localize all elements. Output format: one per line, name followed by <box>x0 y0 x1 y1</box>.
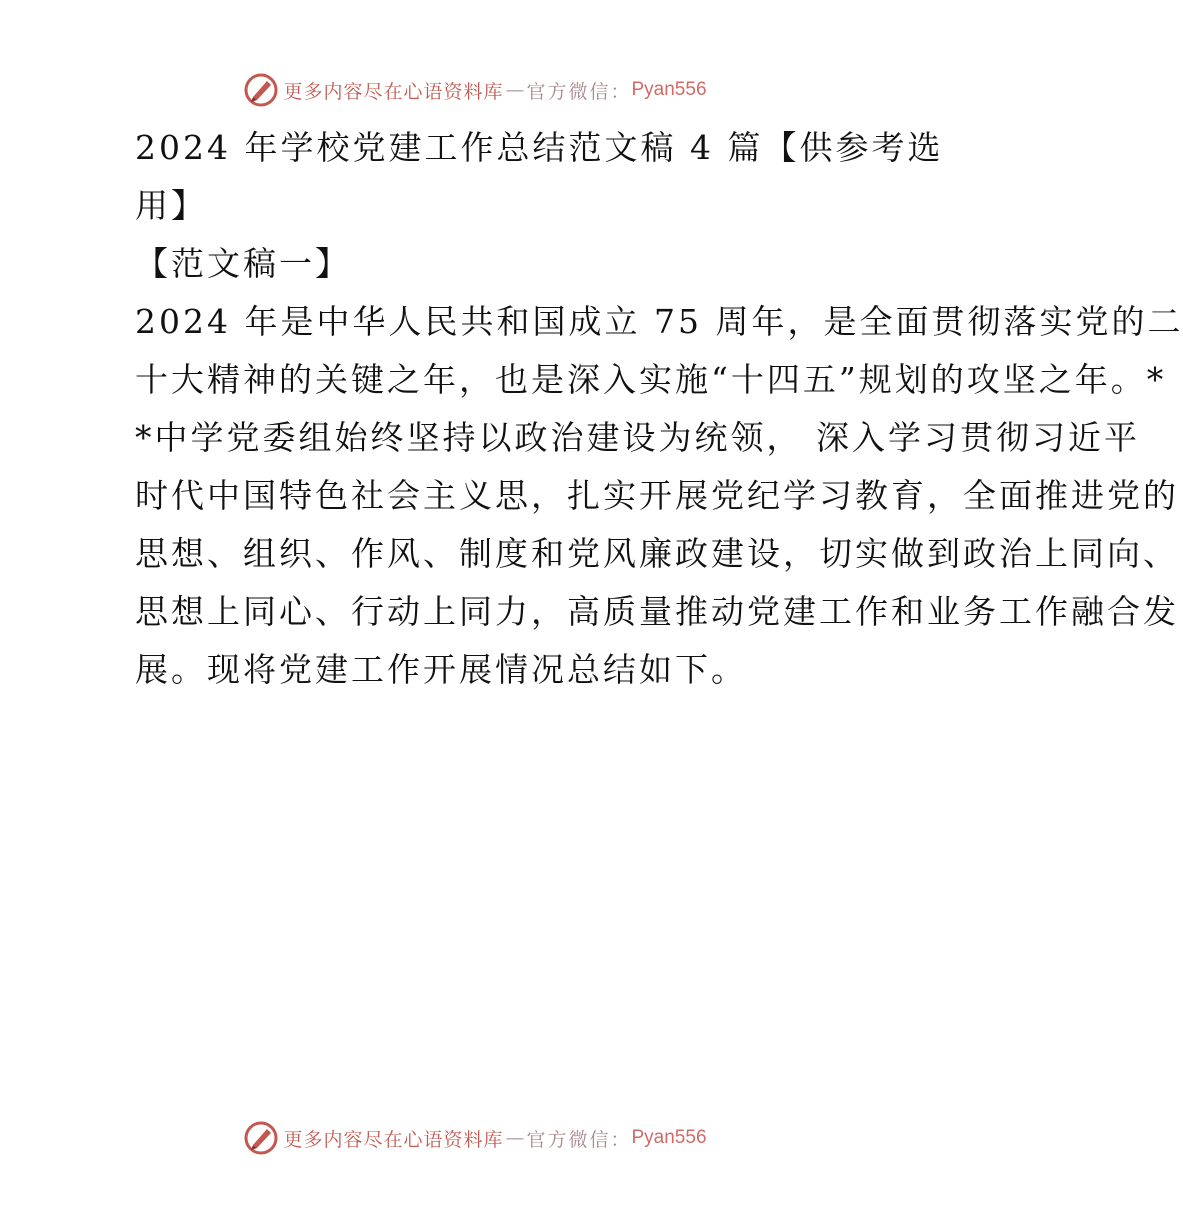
paragraph-line: 时代中国特色社会主义思，扎实开展党纪学习教育，全面推进党的 <box>135 476 1179 515</box>
watermark-header <box>0 70 950 110</box>
document-title-line-2: 用】 <box>135 186 207 225</box>
pen-logo-icon <box>243 72 279 108</box>
watermark-footer <box>0 1118 950 1158</box>
watermark-site-text: 更多内容尽在心语资料库 <box>283 1128 504 1151</box>
paragraph-line: 展。现将党建工作开展情况总结如下。 <box>135 650 747 689</box>
watermark-separator: — <box>505 1127 525 1149</box>
paragraph-line: 2024 年是中华人民共和国成立 75 周年，是全面贯彻落实党的二 <box>135 302 1183 341</box>
watermark-wechat-label: 官方微信： <box>526 1128 632 1151</box>
pen-logo-icon <box>243 1120 279 1156</box>
document-body <box>98 119 1183 699</box>
paragraph-line: 思想上同心、行动上同力，高质量推动党建工作和业务工作融合发 <box>135 592 1179 631</box>
document-title-line-1: 2024 年学校党建工作总结范文稿 4 篇【供参考选 <box>135 128 944 167</box>
watermark-separator: — <box>505 79 525 101</box>
paragraph-line: 十大精神的关键之年，也是深入实施“十四五”规划的攻坚之年。* <box>135 360 1167 399</box>
paragraph-line: 思想、组织、作风、制度和党风廉政建设，切实做到政治上同向、 <box>135 534 1179 573</box>
paragraph-line: *中学党委组始终坚持以政治建设为统领， 深入学习贯彻习近平 <box>135 418 1140 457</box>
section-heading: 【范文稿一】 <box>135 244 351 283</box>
watermark-wechat-label: 官方微信： <box>526 80 632 103</box>
watermark-wechat-id: Pyan556 <box>631 1127 707 1148</box>
watermark-site-text: 更多内容尽在心语资料库 <box>283 80 504 103</box>
watermark-wechat-id: Pyan556 <box>631 79 707 100</box>
